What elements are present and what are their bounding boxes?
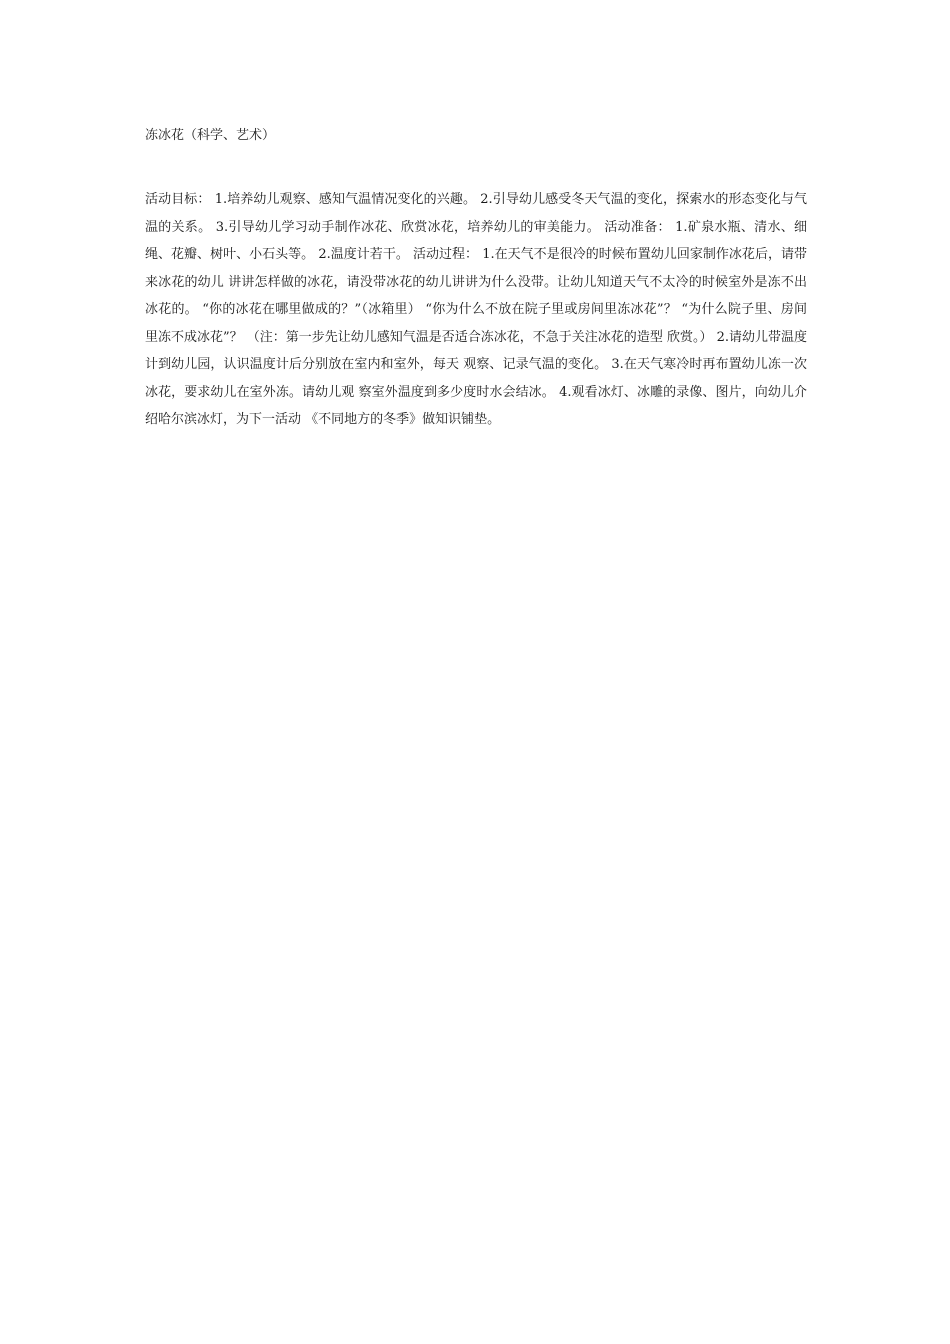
document-body-paragraph: 活动目标： 1.培养幼儿观察、感知气温情况变化的兴趣。 2.引导幼儿感受冬天气温的变化，探索水的形态变化与气温的关系。 3.引导幼儿学习动手制作冰花、欣赏冰花，培养幼儿的审美能力。 活动准备： 1.矿泉水瓶、清水、细绳、花瓣、树叶、小石头等。 2.温度计若干。 活动过程： 1.在天气不是很冷的时候布置幼儿回家制作冰花后，请带来冰花的幼儿 讲讲怎样做的冰花，请没带冰花的幼儿讲讲为什么没带。让幼儿知道天气不太冷的时候室外是冻不出冰花的。 “你的冰花在哪里做成的？”（冰箱里） “你为什么不放在院子里或房间里冻冰花”？ “为什么院子里、房间里冻不成冰花”？ （注：第一步先让幼儿感知气温是否适合冻冰花，不急于关注冰花的造型 欣赏。） 2.请幼儿带温度计到幼儿园，认识温度计后分别放在室内和室外，每天 观察、记录气温的变化。 3.在天气寒冷时再布置幼儿冻一次冰花，要求幼儿在室外冻。请幼儿观 察室外温度到多少度时水会结冰。 4.观看冰灯、冰雕的录像、图片，向幼儿介绍哈尔滨冰灯，为下一活动 《不同地方的冬季》做知识铺垫。 — [145, 192, 807, 427]
document-title: 冻冰花（科学、艺术） — [145, 128, 276, 143]
